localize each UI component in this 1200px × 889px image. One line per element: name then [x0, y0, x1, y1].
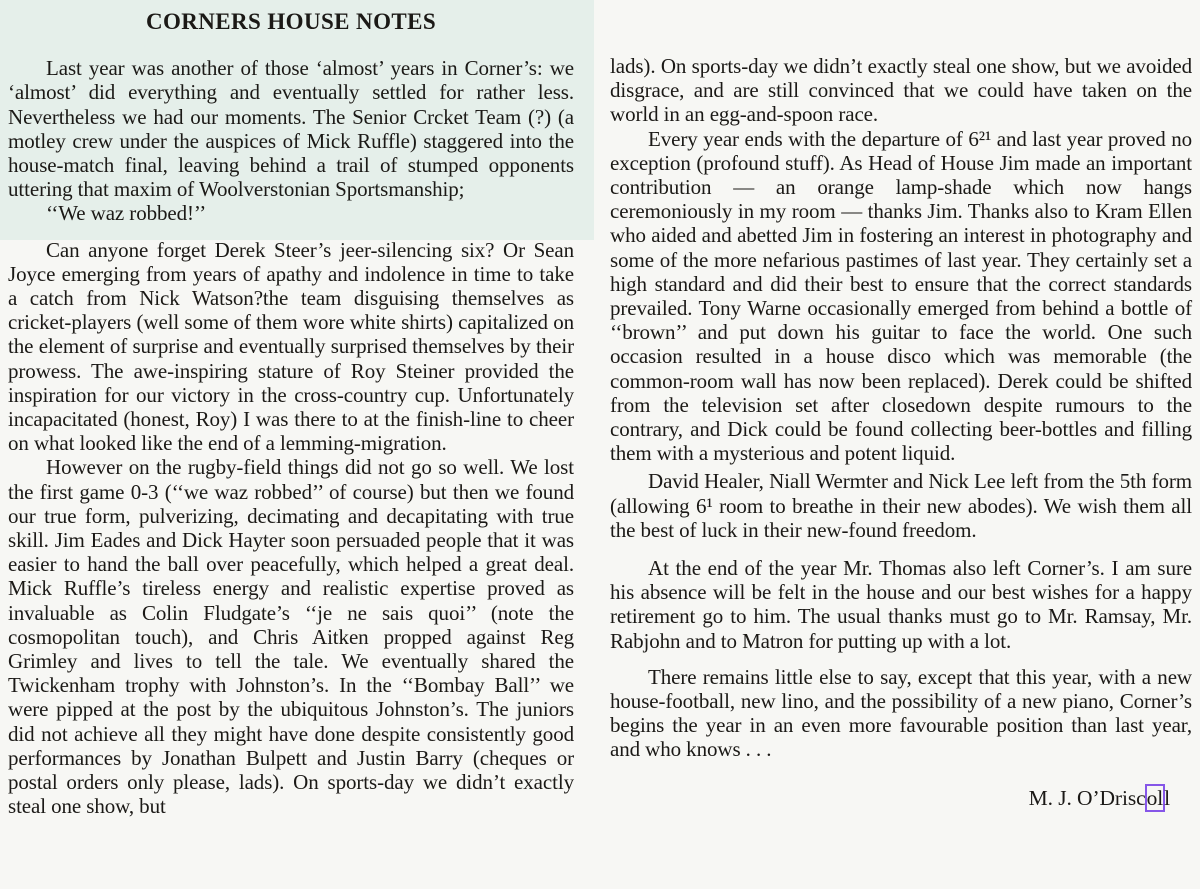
signature-text-prefix: M. J. O’Drisc: [1028, 785, 1146, 810]
signature: [610, 786, 1192, 810]
signature-highlight-box: ol: [1146, 785, 1164, 810]
paragraph: Every year ends with the departure of 6²¹ and last year proved no exception (profound stuff). As Head of House Jim made an important contribution — an orange lamp-shade which now hangs ceremoniously in my room — thanks Jim. Thanks also to Kram Ellen who aided and abetted Jim in fostering an interest in photography and some of the more nefarious pastimes of last year. They certainly set a high standard and did their best to ensure that the correct standards prevailed. Tony Warne occasionally emerged from behind a bottle of ‘‘brown’’ and put down his guitar to face the world. One such occasion resulted in a house disco which was memorable (the common-room wall has now been replaced). Derek could be shifted from the television set after closedown despite rumours to the contrary, and Dick could be found collecting beer-bottles and filling them with a mysterious and potent liquid.: [610, 126, 1192, 466]
page-title: CORNERS HOUSE NOTES: [145, 9, 437, 34]
paragraph: lads). On sports-day we didn’t exactly steal one show, but we avoided disgrace, and are still convinced that we could have taken on the world in an egg-and-spoon race.: [610, 54, 1192, 127]
paragraph: David Healer, Niall Wermter and Nick Lee left from the 5th form (allowing 6¹ room to breathe in their new abodes). We wish them all the best of luck in their new-found freedom.: [610, 469, 1192, 542]
paragraph: There remains little else to say, except that this year, with a new house-football, new lino, and the possibility of a new piano, Corner’s begins the year in an even more favourable position than last year, and who knows . . .: [610, 664, 1192, 762]
paragraph: Can anyone forget Derek Steer’s jeer-silencing six? Or Sean Joyce emerging from years of apathy and indolence in time to take a catch from Nick Watson?the team disguising themselves as cricket-players (well some of them wore white shirts) capitalized on the element of surprise and eventually surprised themselves by their prowess. The awe-inspiring stature of Roy Steiner provided the inspiration for our victory in the cross-country cup. Unfortunately incapacitated (honest, Roy) I was there to at the finish-line to cheer on what looked like the end of a lemming-migration.: [8, 237, 574, 456]
signature-text-suffix: l: [1164, 785, 1170, 810]
paragraph: Last year was another of those ‘almost’ years in Corner’s: we ‘almost’ did everything and eventually settled for rather less. Nevertheless we had our moments. The Senior Crcket Team (?) (a motley crew under the auspices of Mick Ruffle) staggered into the house-match final, leaving behind a trail of stumped opponents uttering that maxim of Woolverstonian Sportsmanship;: [8, 56, 574, 202]
paragraph: At the end of the year Mr. Thomas also left Corner’s. I am sure his absence will be felt in the house and our best wishes for a happy retirement go to him. The usual thanks must go to Mr. Ramsay, Mr. Rabjohn and to Matron for putting up with a lot.: [610, 556, 1192, 653]
right-column: [610, 54, 1192, 810]
paragraph: However on the rugby-field things did not go so well. We lost the first game 0-3 (‘‘we waz robbed’’ of course) but then we found our true form, pulverizing, decimating and decapitating with true skill. Jim Eades and Dick Hayter soon persuaded people that it was easier to hand the ball over peacefully, which helped a great deal. Mick Ruffle’s tireless energy and realistic expertise proved as invaluable as Colin Fludgate’s ‘‘je ne sais quoi’’ (note the cosmopolitan touch), and Chris Aitken propped against Reg Grimley and lives to tell the tale. We eventually shared the Twickenham trophy with Johnston’s. In the ‘‘Bombay Ball’’ we were pipped at the post by the ubiquitous Johnston’s. The juniors did not achieve all they might have done despite consistently good performances by Jonathan Bulpett and Justin Barry (cheques or postal orders only please, lads). On sports-day we didn’t exactly steal one show, but: [8, 455, 574, 819]
left-column: [8, 8, 574, 819]
paragraph: ‘‘We waz robbed!’’: [46, 201, 207, 226]
